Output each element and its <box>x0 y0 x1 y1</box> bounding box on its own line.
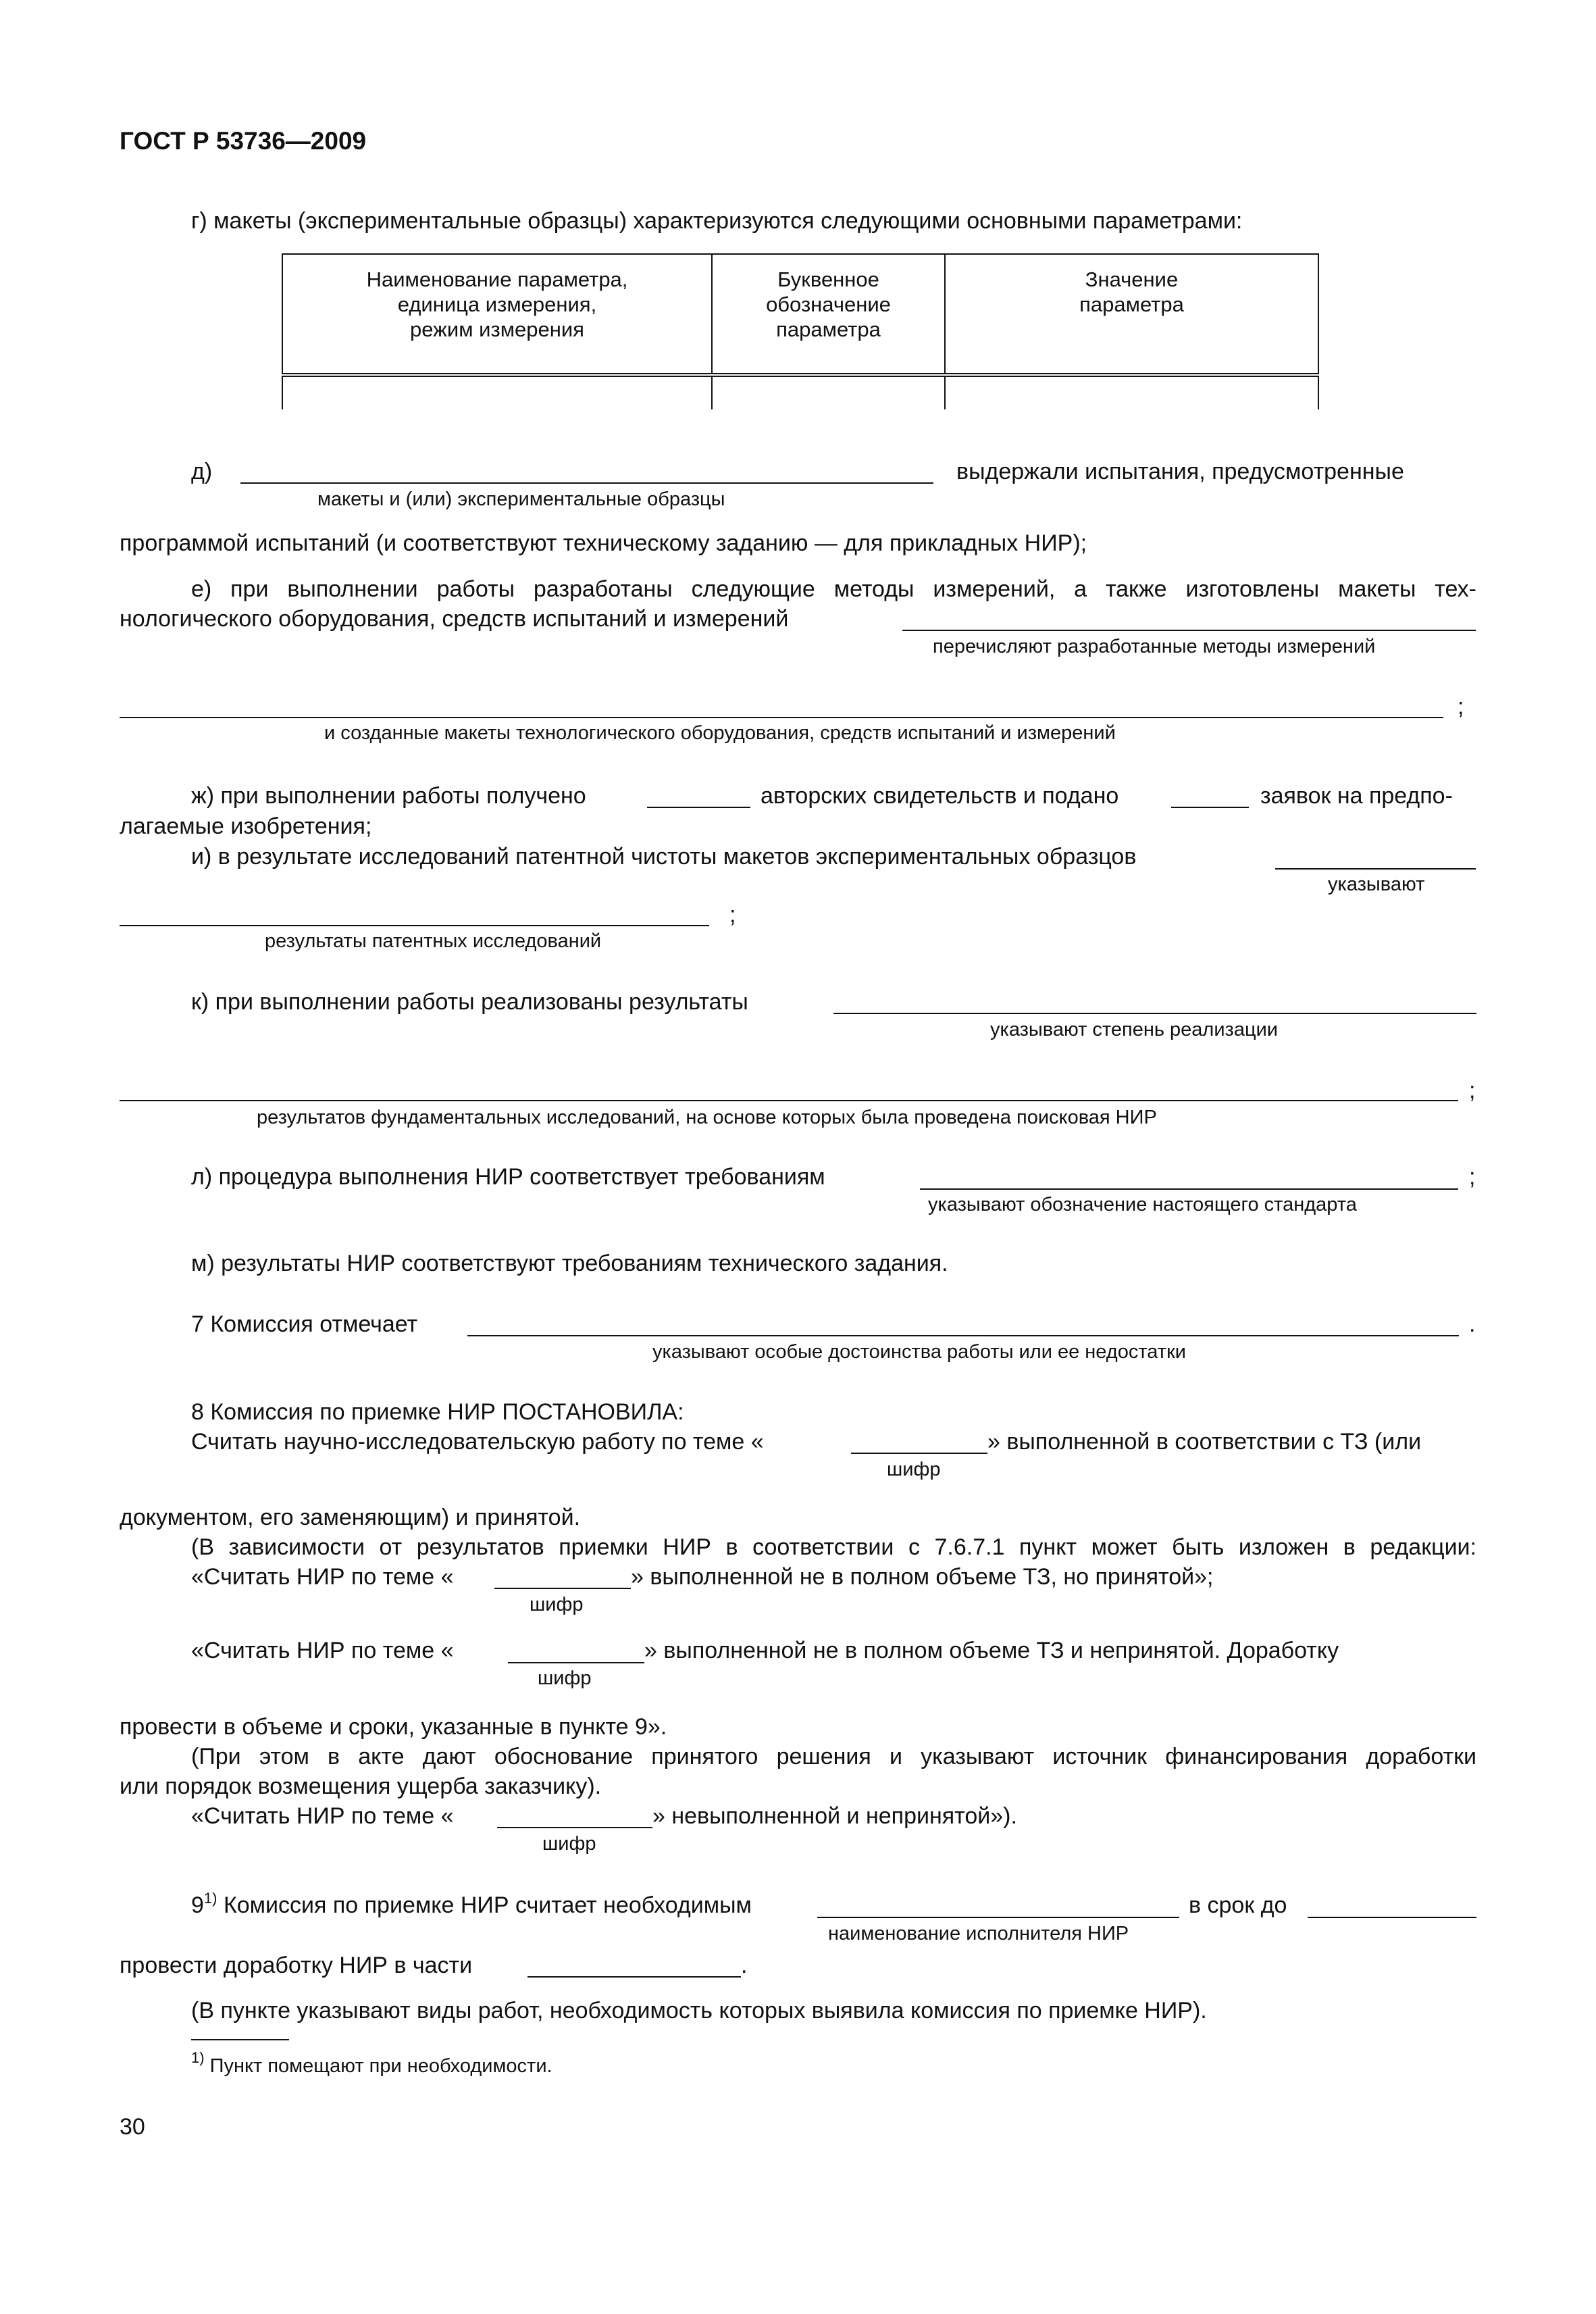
footnote-ref: 1) <box>203 1890 217 1907</box>
section-8-line7: (При этом в акте дают обоснование принятого решения и указывают источник финансирования доработки <box>191 1744 1476 1769</box>
item-zh-line2: лагаемые изобретения; <box>120 813 372 839</box>
punctuation: ; <box>729 902 736 928</box>
page-number: 30 <box>120 2114 145 2140</box>
blank-line <box>920 1188 1458 1190</box>
caption: указывают обозначение настоящего стандарта <box>928 1194 1357 1215</box>
caption: указывают особые достоинства работы или ее недостатки <box>652 1341 1186 1363</box>
section-8-line3: (В зависимости от результатов приемки НИР в соответствии с 7.6.7.1 пункт может быть изложен в редакции: <box>191 1534 1476 1560</box>
item-g-text: г) макеты (экспериментальные образцы) характеризуются следующими основными параметрами: <box>191 208 1243 234</box>
blank-line <box>833 1013 1476 1014</box>
parameters-table <box>282 253 1319 409</box>
item-d-prefix: д) <box>191 459 213 484</box>
blank-line <box>1171 807 1249 808</box>
section-8-line9-a: «Считать НИР по теме « <box>191 1803 454 1829</box>
section-8-line5-b: » выполненной не в полном объеме ТЗ и непринятой. Доработку <box>644 1638 1339 1663</box>
blank-line <box>1275 868 1476 870</box>
blank-line <box>240 482 933 484</box>
section-8-line5-a: «Считать НИР по теме « <box>191 1638 454 1663</box>
punctuation: ; <box>1469 1078 1476 1103</box>
blank-line <box>1308 1917 1476 1918</box>
table-header-cell-value: Значение параметра <box>945 254 1318 375</box>
blank-line <box>467 1335 1459 1336</box>
punctuation: ; <box>1469 1164 1476 1190</box>
section-8-title: 8 Комиссия по приемке НИР ПОСТАНОВИЛА: <box>191 1399 684 1425</box>
item-zh-part-c: заявок на предпо- <box>1260 783 1453 809</box>
punctuation: . <box>741 1953 748 1978</box>
item-d-line2: программой испытаний (и соответствуют техническому заданию — для прикладных НИР); <box>120 530 1087 556</box>
caption: шифр <box>887 1459 941 1480</box>
item-i-line1: и) в результате исследований патентной чистоты макетов экспериментальных образцов <box>191 844 1137 870</box>
item-zh-part-b: авторских свидетельств и подано <box>761 783 1119 809</box>
item-m-line1: м) результаты НИР соответствуют требованиям технического задания. <box>191 1251 948 1276</box>
document-header: ГОСТ Р 53736—2009 <box>120 127 367 155</box>
table-cell-empty <box>945 375 1318 409</box>
blank-line <box>851 1453 987 1454</box>
caption: наименование исполнителя НИР <box>828 1923 1129 1944</box>
caption: шифр <box>542 1833 596 1855</box>
caption: результаты патентных исследований <box>265 930 602 952</box>
section-8-line4-a: «Считать НИР по теме « <box>191 1564 454 1590</box>
item-e-line2: нологического оборудования, средств испытаний и измерений <box>120 606 789 632</box>
caption: перечисляют разработанные методы измерений <box>933 636 1376 657</box>
caption: результатов фундаментальных исследований, на основе которых была проведена поисковая НИР <box>257 1107 1157 1128</box>
section-9-line1-b: в срок до <box>1189 1892 1287 1918</box>
section-8-line1-a: Считать научно-исследовательскую работу по теме « <box>191 1429 764 1455</box>
item-zh-part-a: ж) при выполнении работы получено <box>191 783 586 809</box>
item-k-line1: к) при выполнении работы реализованы результаты <box>191 989 748 1015</box>
caption: указывают степень реализации <box>990 1019 1278 1040</box>
section-9-line2: провести доработку НИР в части <box>120 1953 473 1978</box>
item-e-line1: е) при выполнении работы разработаны следующие методы измерений, а также изготовлены макеты тех- <box>191 576 1476 602</box>
blank-line <box>120 1100 1458 1101</box>
footnote-separator <box>191 2039 289 2040</box>
section-8-line8: или порядок возмещения ущерба заказчику). <box>120 1774 602 1799</box>
caption: шифр <box>530 1594 584 1615</box>
table-header-cell-symbol: Буквенное обозначение параметра <box>712 254 945 375</box>
blank-line <box>497 1827 652 1828</box>
table-header-cell-name: Наименование параметра, единица измерения, режим измерения <box>282 254 712 375</box>
section-7-line1: 7 Комиссия отмечает <box>191 1311 418 1337</box>
section-8-line2: документом, его заменяющим) и принятой. <box>120 1505 581 1530</box>
footnote: $^{1)}$ Пункт помещают при необходимости. <box>191 2049 552 2077</box>
blank-line <box>120 717 1443 718</box>
blank-line <box>527 1976 741 1978</box>
section-8-line1-b: » выполненной в соответствии с ТЗ (или <box>987 1429 1422 1455</box>
caption: указывают <box>1328 874 1425 895</box>
blank-line <box>120 925 709 926</box>
section-8-line6: провести в объеме и сроки, указанные в пункте 9». <box>120 1714 667 1740</box>
table-cell-empty <box>712 375 945 409</box>
section-9-line3: (В пункте указывают виды работ, необходимость которых выявила комиссия по приемке НИР). <box>191 1998 1207 2023</box>
caption: и созданные макеты технологического оборудования, средств испытаний и измерений <box>324 722 1116 744</box>
item-d-suffix: выдержали испытания, предусмотренные <box>956 459 1404 484</box>
item-l-line1: л) процедура выполнения НИР соответствует требованиям <box>191 1164 825 1190</box>
punctuation: . <box>1469 1311 1476 1337</box>
table-cell-empty <box>282 375 712 409</box>
caption: макеты и (или) экспериментальные образцы <box>317 488 725 510</box>
section-9-line1: 9$^{1)}$ Комиссия по приемке НИР считает необходимым <box>191 1890 752 1918</box>
blank-line <box>647 807 750 808</box>
punctuation: ; <box>1458 694 1464 720</box>
blank-line <box>508 1662 644 1663</box>
blank-line <box>817 1917 1179 1918</box>
blank-line <box>494 1588 631 1589</box>
blank-line <box>902 630 1476 631</box>
section-8-line9-b: » невыполненной и непринятой»). <box>652 1803 1017 1829</box>
caption: шифр <box>538 1667 592 1689</box>
section-8-line4-b: » выполненной не в полном объеме ТЗ, но принятой»; <box>631 1564 1214 1590</box>
